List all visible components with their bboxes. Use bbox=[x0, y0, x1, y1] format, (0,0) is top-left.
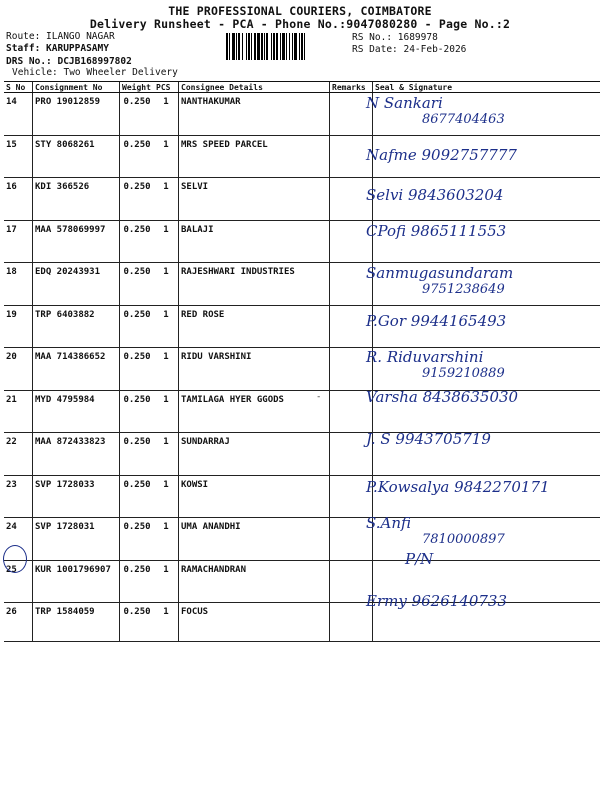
cell-sno: 26 bbox=[4, 603, 33, 642]
cell-remarks bbox=[330, 220, 373, 263]
cell-consignee: FOCUS bbox=[179, 603, 330, 642]
cell-remarks bbox=[330, 390, 373, 433]
rs-number: RS No.: 1689978 bbox=[352, 32, 438, 43]
cell-seal-signature bbox=[373, 603, 600, 642]
cell-remarks bbox=[330, 560, 373, 603]
cell-seal-signature bbox=[373, 263, 600, 306]
cell-consignee: KOWSI bbox=[179, 475, 330, 518]
signature-text: Sanmugasundaram bbox=[366, 264, 514, 282]
cell-pcs: 1 bbox=[154, 135, 179, 178]
signature-text: CPofi 9865111553 bbox=[366, 222, 507, 240]
cell-weight: 0.250 bbox=[120, 178, 155, 221]
cell-remarks bbox=[330, 135, 373, 178]
cell-seal-signature bbox=[373, 475, 600, 518]
cell-seal-signature bbox=[373, 93, 600, 136]
cell-consignment: EDQ 20243931 bbox=[33, 263, 120, 306]
signature-phone: 8677404463 bbox=[422, 112, 505, 127]
table-row bbox=[4, 93, 600, 136]
table-row bbox=[4, 220, 600, 263]
cell-consignment: STY 8068261 bbox=[33, 135, 120, 178]
table-row bbox=[4, 560, 600, 603]
cell-weight: 0.250 bbox=[120, 220, 155, 263]
header-remarks: Remarks bbox=[330, 82, 373, 93]
cell-consignee: NANTHAKUMAR bbox=[179, 93, 330, 136]
signature-text: P.Kowsalya 9842270171 bbox=[366, 478, 550, 496]
delivery-table bbox=[4, 81, 600, 642]
header-sno: S No bbox=[4, 82, 33, 93]
cell-weight: 0.250 bbox=[120, 348, 155, 391]
cell-weight: 0.250 bbox=[120, 93, 155, 136]
runsheet-subtitle: Delivery Runsheet - PCA - Phone No.:9047080280 - Page No.:2 bbox=[89, 17, 511, 31]
company-title: THE PROFESSIONAL COURIERS, COIMBATORE bbox=[168, 4, 432, 18]
cell-weight: 0.250 bbox=[120, 390, 155, 433]
table-row bbox=[4, 348, 600, 391]
cell-consignment: KUR 1001796907 bbox=[33, 560, 120, 603]
cell-sno: 20 bbox=[4, 348, 33, 391]
signature-text: P/N bbox=[405, 550, 434, 568]
cell-weight: 0.250 bbox=[120, 263, 155, 306]
cell-sno: 16 bbox=[4, 178, 33, 221]
cell-consignee: RAJESHWARI INDUSTRIES bbox=[179, 263, 330, 306]
cell-pcs: 1 bbox=[154, 348, 179, 391]
table-row bbox=[4, 475, 600, 518]
table-row bbox=[4, 305, 600, 348]
header-consignment: Consignment No bbox=[33, 82, 120, 93]
cell-remarks bbox=[330, 305, 373, 348]
cell-pcs: 1 bbox=[154, 305, 179, 348]
cell-seal-signature bbox=[373, 220, 600, 263]
cell-remarks bbox=[330, 178, 373, 221]
cell-sno: 25 bbox=[4, 560, 33, 603]
signature-text: J. S 9943705719 bbox=[366, 430, 491, 448]
cell-remarks bbox=[330, 433, 373, 476]
cell-sno: 21 bbox=[4, 390, 33, 433]
vehicle-label: Vehicle: Two Wheeler Delivery bbox=[12, 67, 178, 78]
header-consignee-details: Consignee Details bbox=[179, 82, 330, 93]
cell-sno: 15 bbox=[4, 135, 33, 178]
cell-weight: 0.250 bbox=[120, 135, 155, 178]
signature-text: Nafme 9092757777 bbox=[366, 146, 517, 164]
cell-pcs: 1 bbox=[154, 518, 179, 561]
stray-dash-mark: - bbox=[316, 392, 322, 402]
cell-remarks bbox=[330, 93, 373, 136]
cell-consignment: SVP 1728033 bbox=[33, 475, 120, 518]
barcode-image bbox=[226, 33, 347, 60]
cell-seal-signature bbox=[373, 135, 600, 178]
signature-phone: 9159210889 bbox=[422, 366, 505, 381]
cell-pcs: 1 bbox=[154, 560, 179, 603]
cell-seal-signature bbox=[373, 560, 600, 603]
signature-phone: 9751238649 bbox=[422, 282, 505, 297]
cell-weight: 0.250 bbox=[120, 305, 155, 348]
cell-remarks bbox=[330, 475, 373, 518]
cell-pcs: 1 bbox=[154, 93, 179, 136]
cell-consignment: MAA 872433823 bbox=[33, 433, 120, 476]
cell-weight: 0.250 bbox=[120, 475, 155, 518]
cell-consignment: KDI 366526 bbox=[33, 178, 120, 221]
cell-consignment: MAA 578069997 bbox=[33, 220, 120, 263]
cell-remarks bbox=[330, 263, 373, 306]
signature-text: Varsha 8438635030 bbox=[366, 388, 519, 406]
cell-consignee: RED ROSE bbox=[179, 305, 330, 348]
cell-pcs: 1 bbox=[154, 603, 179, 642]
cell-consignee: SELVI bbox=[179, 178, 330, 221]
cell-weight: 0.250 bbox=[120, 560, 155, 603]
signature-phone: 7810000897 bbox=[422, 532, 505, 547]
cell-seal-signature bbox=[373, 518, 600, 561]
cell-consignment: TRP 6403882 bbox=[33, 305, 120, 348]
rs-date: RS Date: 24-Feb-2026 bbox=[352, 44, 467, 55]
cell-seal-signature bbox=[373, 390, 600, 433]
cell-pcs: 1 bbox=[154, 433, 179, 476]
table-row bbox=[4, 603, 600, 642]
table-row bbox=[4, 263, 600, 306]
cell-pcs: 1 bbox=[154, 178, 179, 221]
signature-text: P.Gor 9944165493 bbox=[366, 312, 507, 330]
signature-text: S.Anfi bbox=[366, 514, 412, 532]
cell-consignee: MRS SPEED PARCEL bbox=[179, 135, 330, 178]
cell-consignment: SVP 1728031 bbox=[33, 518, 120, 561]
header-weight: Weight bbox=[120, 82, 155, 93]
cell-consignee: SUNDARRAJ bbox=[179, 433, 330, 476]
header-pcs: PCS bbox=[154, 82, 179, 93]
table-row bbox=[4, 518, 600, 561]
cell-sno: 19 bbox=[4, 305, 33, 348]
drs-number: DRS No.: DCJB168997802 bbox=[6, 56, 132, 67]
cell-sno: 17 bbox=[4, 220, 33, 263]
table-row bbox=[4, 135, 600, 178]
cell-consignee: BALAJI bbox=[179, 220, 330, 263]
table-row bbox=[4, 433, 600, 476]
table-row bbox=[4, 390, 600, 433]
cell-consignment: PRO 19012859 bbox=[33, 93, 120, 136]
staff-label: Staff: KARUPPASAMY bbox=[6, 43, 109, 54]
cell-sno: 24 bbox=[4, 518, 33, 561]
cell-consignee: RIDU VARSHINI bbox=[179, 348, 330, 391]
cell-pcs: 1 bbox=[154, 390, 179, 433]
cell-seal-signature bbox=[373, 178, 600, 221]
cell-remarks bbox=[330, 518, 373, 561]
route-label: Route: ILANGO NAGAR bbox=[6, 31, 115, 42]
cell-sno: 22 bbox=[4, 433, 33, 476]
cell-pcs: 1 bbox=[154, 475, 179, 518]
handwritten-circle-mark bbox=[3, 545, 27, 573]
cell-consignee: UMA ANANDHI bbox=[179, 518, 330, 561]
cell-seal-signature bbox=[373, 433, 600, 476]
table-row bbox=[4, 178, 600, 221]
cell-consignment: MYD 4795984 bbox=[33, 390, 120, 433]
cell-remarks bbox=[330, 348, 373, 391]
cell-consignment: MAA 714386652 bbox=[33, 348, 120, 391]
cell-sno: 23 bbox=[4, 475, 33, 518]
cell-consignee: RAMACHANDRAN bbox=[179, 560, 330, 603]
signature-text: Ermy 9626140733 bbox=[366, 592, 508, 610]
cell-seal-signature bbox=[373, 348, 600, 391]
header-seal-signature: Seal & Signature bbox=[373, 82, 600, 93]
signature-text: Selvi 9843603204 bbox=[366, 186, 504, 204]
signature-text: N Sankari bbox=[366, 94, 443, 112]
cell-seal-signature bbox=[373, 305, 600, 348]
cell-consignee: TAMILAGA HYER GGODS bbox=[179, 390, 330, 433]
cell-pcs: 1 bbox=[154, 220, 179, 263]
cell-sno: 18 bbox=[4, 263, 33, 306]
cell-weight: 0.250 bbox=[120, 603, 155, 642]
cell-consignment: TRP 1584059 bbox=[33, 603, 120, 642]
cell-weight: 0.250 bbox=[120, 518, 155, 561]
cell-sno: 14 bbox=[4, 93, 33, 136]
signature-text: R. Riduvarshini bbox=[366, 348, 484, 366]
table-header bbox=[4, 82, 600, 93]
cell-weight: 0.250 bbox=[120, 433, 155, 476]
cell-pcs: 1 bbox=[154, 263, 179, 306]
cell-remarks bbox=[330, 603, 373, 642]
